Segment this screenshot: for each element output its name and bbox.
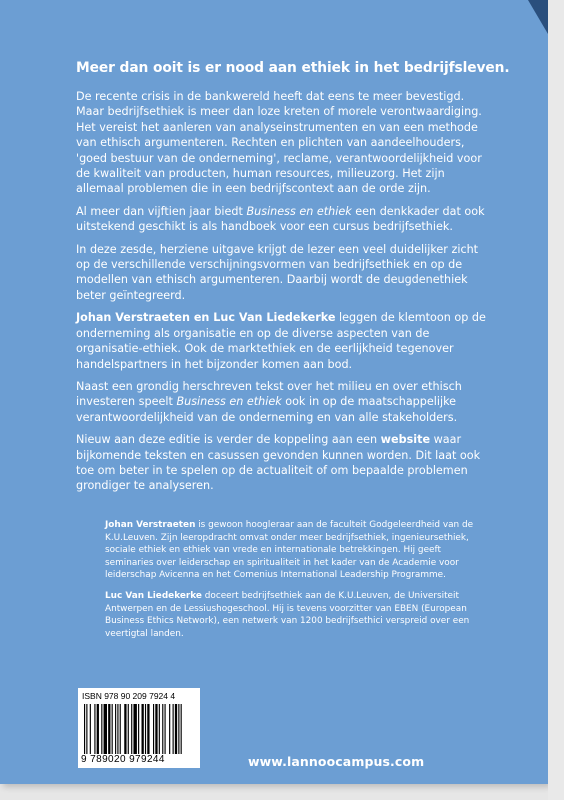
- text-segment: Naast een grondig herschreven tekst over het milieu en over ethisch investeren speelt: [76, 379, 462, 409]
- barcode-bar: [94, 704, 95, 754]
- barcode-bar: [104, 704, 107, 754]
- barcode-bar: [120, 704, 121, 754]
- bio-text: doceert bedrijfsethiek aan de K.U.Leuven, de Universiteit Antwerpen en de Lessiushogeschool. Hij is tevens voorzitter van EBEN (European Business Ethics Network), een netwerk van 1200 bedrijfsethici verspreid over een veertigtal landen.: [105, 590, 470, 639]
- text-segment: ook in op de maatschappelijke verantwoordelijkheid van de onderneming en van alle stakeholders.: [76, 395, 458, 424]
- isbn-number: ISBN 978 90 209 7924 4: [82, 691, 176, 701]
- website-bold: website: [380, 433, 431, 447]
- barcode-bar: [145, 704, 146, 754]
- barcode-bar: [153, 704, 154, 754]
- barcode-bar: [162, 704, 163, 754]
- barcode-bar: [181, 704, 182, 754]
- bio-name: Johan Verstraeten: [105, 520, 196, 530]
- barcode-bar: [97, 704, 99, 754]
- author-bios: [105, 519, 475, 648]
- text-segment: waar bijkomende teksten en casussen gevonden kunnen worden. Dit laat ook toe om beter in te spelen op de actualiteit of om bepaalde problemen grondiger te analyseren.: [76, 433, 481, 493]
- blurb-paragraph-5: [76, 379, 486, 425]
- barcode-bar: [115, 704, 116, 754]
- blurb: [76, 60, 510, 494]
- barcode-bar: [124, 704, 126, 754]
- barcode-bar: [173, 704, 174, 754]
- bio-luc-van-liedekerke: [105, 590, 475, 640]
- book-title-italic: Business en ethiek: [176, 395, 282, 409]
- barcode-bar: [84, 704, 85, 754]
- barcode-icon: [82, 704, 194, 754]
- barcode-bar: [178, 704, 179, 754]
- blurb-paragraph-4: [76, 310, 486, 372]
- blurb-paragraph-1: De recente crisis in de bankwereld heeft dat eens te meer bevestigd. Maar bedrijfsethiek is meer dan loze kreten of morele verontwaardiging. Het vereist het aanleren van analyseinstrumenten en van een methode van ethisch argumenteren. Rechten en plichten van aandeelhouders, 'goed bestuur van de onderneming', reclame, verantwoordelijkheid voor de kwaliteit van producten, human resources, milieuzorg. Het zijn allemaal problemen die in een bedrijfscontext aan de orde zijn.: [76, 90, 482, 196]
- barcode-bar: [159, 704, 160, 754]
- barcode-bar: [133, 704, 136, 754]
- text-segment: leggen de klemtoon op de onderneming als organisatie en op de diverse aspecten van de organisatie-ethiek. Ook de marktethiek en de eerlijkheid tegenover handelspartners in het bijzonder komen aan bod.: [76, 311, 486, 371]
- barcode-bar: [155, 704, 157, 754]
- blurb-paragraph-2: [76, 204, 486, 235]
- bio-name: Luc Van Liedekerke: [105, 590, 202, 601]
- isbn-barcode-block: [78, 688, 200, 768]
- barcode-bar: [117, 704, 118, 754]
- barcode-bar: [165, 704, 166, 754]
- barcode-bar: [131, 704, 132, 754]
- barcode-bar: [108, 704, 110, 754]
- authors-bold: Johan Verstraeten en Luc Van Liedekerke: [76, 311, 336, 325]
- barcode-bar: [86, 704, 87, 754]
- bio-johan-verstraeten: [105, 519, 475, 582]
- barcode-bar: [101, 704, 102, 754]
- barcode-bar: [138, 704, 139, 754]
- barcode-bar: [128, 704, 129, 754]
- text-segment: Nieuw aan deze editie is verder de koppeling aan een: [76, 433, 381, 447]
- blurb-paragraph-6: [76, 432, 486, 494]
- book-title-italic: Business en ethiek: [246, 204, 352, 218]
- headline: Meer dan ooit is er nood aan ethiek in het bedrijfsleven.: [76, 60, 510, 76]
- barcode-bar: [90, 704, 91, 754]
- barcode-bar: [112, 704, 113, 754]
- cover-corner-flap: [528, 0, 548, 34]
- barcode-bar: [169, 704, 170, 754]
- text-segment: een denkkader dat ook uitstekend geschikt is als handboek voor een cursus bedrijfsethiek.: [76, 204, 485, 234]
- publisher-website: www.lannoocampus.com: [248, 754, 425, 769]
- barcode-bar: [142, 704, 144, 754]
- bio-text: is gewoon hoogleraar aan de faculteit Godgeleerdheid van de K.U.Leuven. Zijn leeropdracht omvat onder meer bedrijfsethiek, ingenieursethiek, sociale ethiek en ethiek van vrede en internationale betrekkingen. Hij geeft seminaries over leiderschap en spiritualiteit in het kader van de Academie voor leiderschap Avicenna en het Comenius International Leadership Programme.: [105, 520, 474, 581]
- barcode-bar: [175, 704, 177, 754]
- barcode-bar: [147, 704, 149, 754]
- blurb-paragraph-3: In deze zesde, herziene uitgave krijgt de lezer een veel duidelijker zicht op de verschillende verschijningsvormen van bedrijfsethiek en op de modellen van ethisch argumenteren. Daarbij wordt de deugdenethiek beter geïntegreerd.: [76, 242, 479, 302]
- page-spine-edge: [548, 0, 564, 800]
- text-segment: Al meer dan vijftien jaar biedt: [76, 204, 247, 218]
- barcode-digits: 9 789020 979244: [81, 754, 165, 765]
